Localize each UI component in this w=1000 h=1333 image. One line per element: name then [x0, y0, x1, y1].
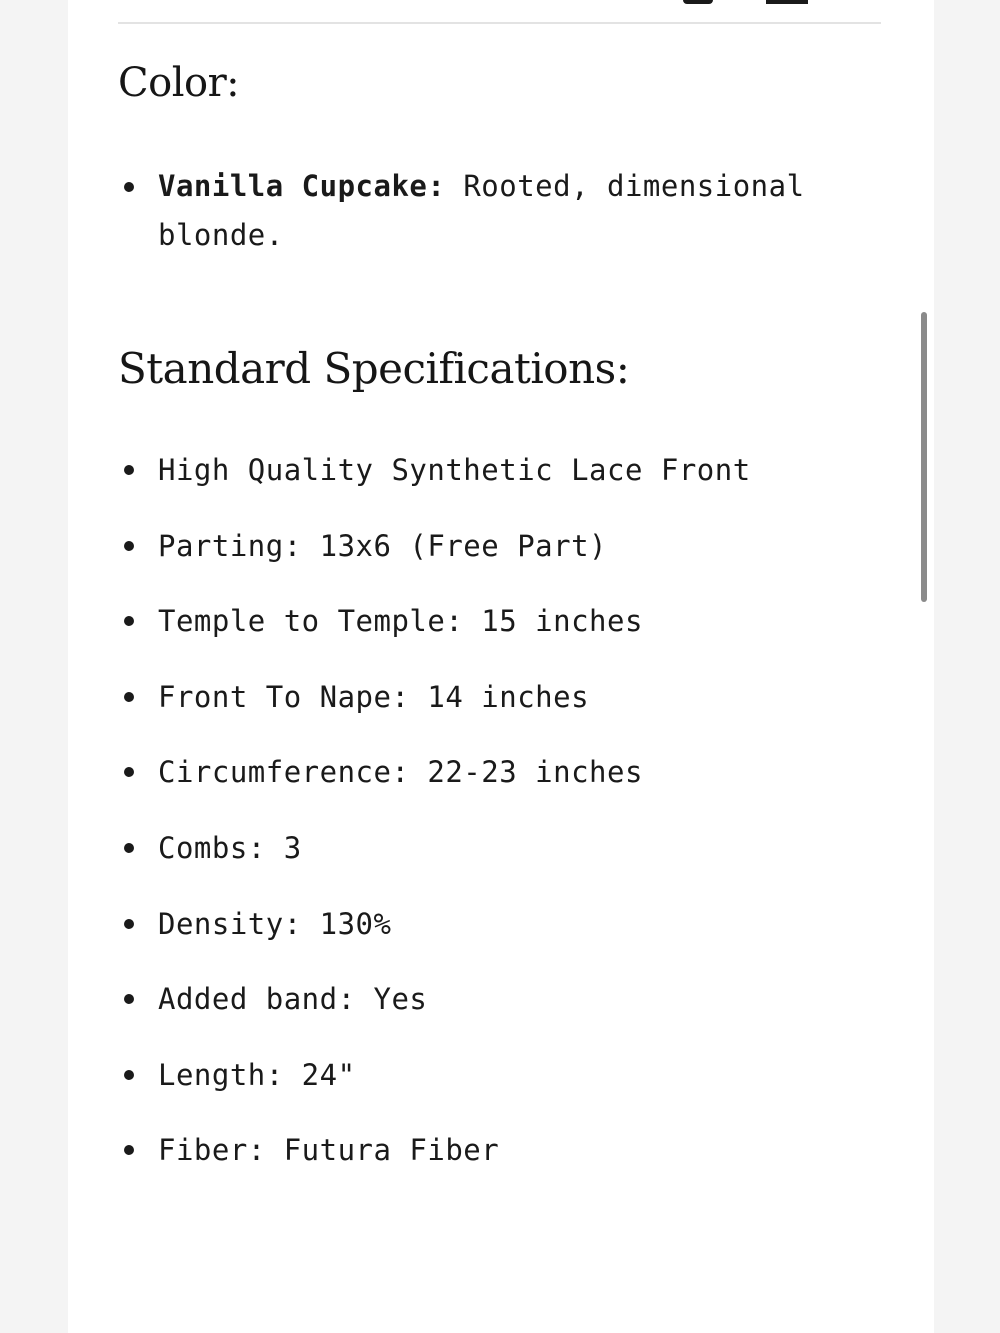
scrollbar-thumb[interactable]: [921, 312, 927, 602]
spec-item-circumference: Circumference: 22-23 inches: [118, 750, 868, 826]
spec-item-lace: High Quality Synthetic Lace Front: [118, 448, 868, 524]
list-item: [118, 162, 868, 260]
color-description: Rooted, dimensional blonde.: [158, 169, 805, 252]
color-heading: Color:: [118, 60, 240, 106]
color-list: [118, 162, 868, 260]
color-name: Vanilla Cupcake:: [158, 169, 446, 203]
spec-item-band: Added band: Yes: [118, 977, 868, 1053]
spec-item-front-to-nape: Front To Nape: 14 inches: [118, 675, 868, 751]
spec-item-density: Density: 130%: [118, 902, 868, 978]
account-icon[interactable]: [683, 0, 713, 4]
section-divider: [118, 22, 881, 24]
spec-item-temple: Temple to Temple: 15 inches: [118, 599, 868, 675]
specifications-list: [118, 448, 868, 1204]
spec-item-combs: Combs: 3: [118, 826, 868, 902]
spec-item-fiber: Fiber: Futura Fiber: [118, 1128, 868, 1204]
specifications-heading: Standard Specifications:: [118, 344, 630, 393]
spec-item-parting: Parting: 13x6 (Free Part): [118, 524, 868, 600]
spec-item-length: Length: 24": [118, 1053, 868, 1129]
cart-icon[interactable]: [766, 0, 808, 4]
